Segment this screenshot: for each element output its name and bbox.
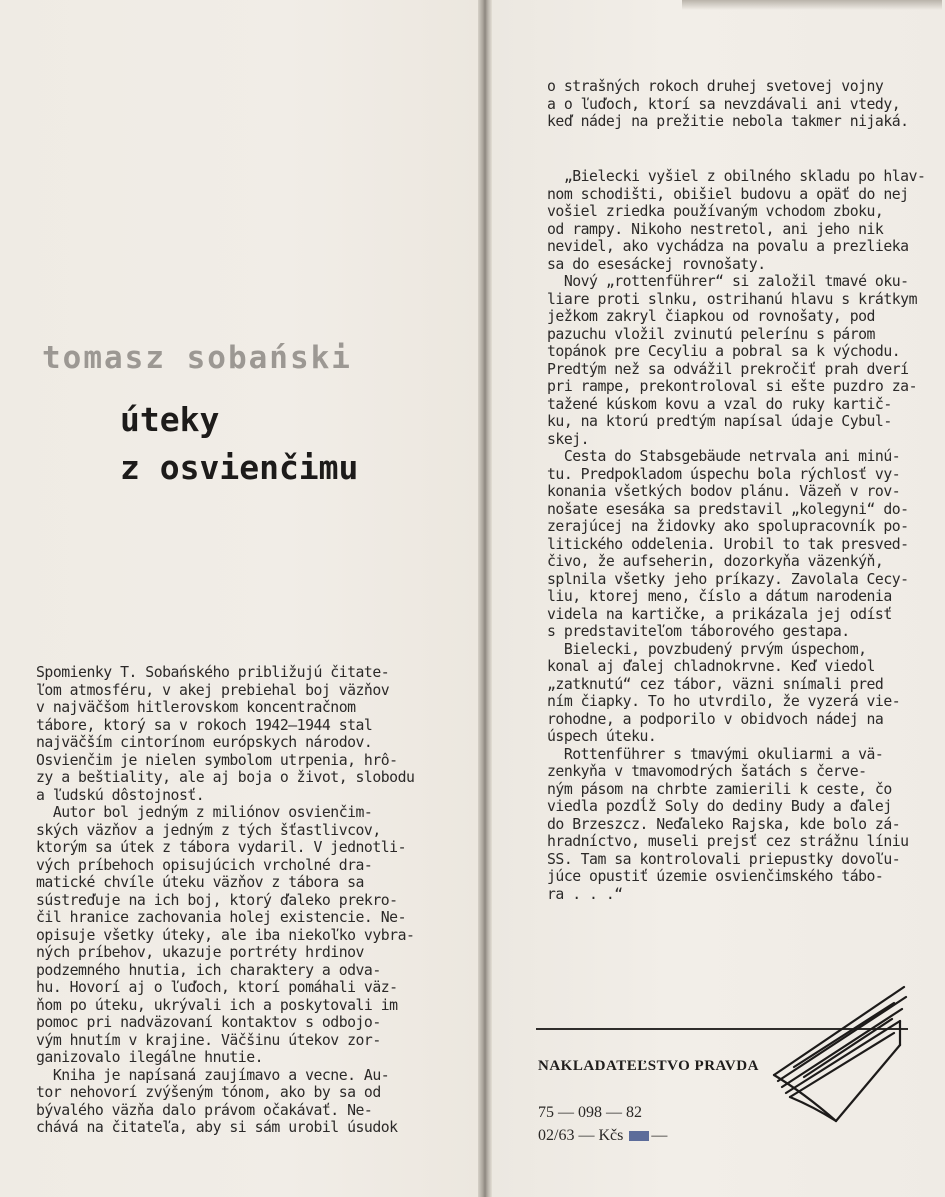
- book-excerpt: „Bielecki vyšiel z obilného skladu po hlav- nom schodišti, obišiel budovu a opäť do nej vošiel zriedka používaným vchodom zboku, od rampy. Nikoho nestretol, ani jeho nik nevidel, ako vychádza na povalu a prezlieka sa do esesáckej rovnošaty. Nový „rottenführer“ si založil tmavé oku- liare proti slnku, ostrihanú hlavu s krátkym ježkom zakryl čiapkou od rovnošaty, pod pazuchu vložil zvinutú pelerínu s párom topánok pre Cecyliu a pobral sa k východu. Predtým než sa odvážil prekročiť prah dverí pri rampe, prekontroloval si ešte puzdro za- tažené kúskom kovu a vzal do ruky kartič- ku, na ktorú predtým napísal údaje Cybul- skej. Cesta do Stabsgebäude netrvala ani minú- tu. Predpokladom úspechu bola rýchlosť vy- konania všetkých bodov plánu. Väzeň v rov- nošate esesáka sa predstavil „kolegyni“ do- zerajúcej na židovky ako spolupracovník po- litického oddelenia. Urobil to tak presved- čivo, že aufseherin, dozorkyňa väzenkýň, splnila všetky jeho príkazy. Zavolala Cecy- liu, ktorej meno, číslo a dátum narodenia videla na kartičke, a prikázala jej odísť s predstaviteľom táborového gestapa. Bielecki, povzbudený prvým úspechom, konal aj ďalej chladnokrvne. Keď viedol „zatknutú“ cez tábor, väzni snímali pred ním čiapky. To ho utvrdilo, že vyzerá vie- rohodne, a podporilo v obidvoch nádej na úspech úteku. Rottenführer s tmavými okuliarmi a vä- zenkyňa v tmavomodrých šatách s červe- ným pásom na chrbte zamierili k ceste, čo viedla pozdĺž Soly do dediny Budy a ďalej do Brzeszcz. Neďaleko Rajska, kde bolo zá- hradníctvo, museli prejsť cez strážnu líniu SS. Tam sa kontrolovali priepustky dovoľu- júce opustiť územie osvienčimského tábo- ra . . .“: [547, 168, 926, 903]
- torn-edge: [682, 0, 942, 10]
- blurb-continuation: o strašných rokoch druhej svetovej vojny a o ľuďoch, ktorí sa nevzdávali ani vtedy, keď nádej na prežitie nebola takmer nijaká.: [547, 78, 909, 130]
- author-name: tomasz sobański: [42, 340, 352, 376]
- publisher-name: NAKLADATEĽSTVO PRAVDA: [538, 1058, 759, 1074]
- price-line: [538, 1127, 667, 1145]
- price-sticker-icon: [629, 1131, 649, 1141]
- spine-fold: [478, 0, 492, 1197]
- flap-right-panel: [492, 0, 945, 1197]
- book-blurb: Spomienky T. Sobańského približujú čitate- ľom atmosféru, v akej prebiehal boj väzňov v najväčšom hitlerovskom koncentračnom tábore, ktorý sa v rokoch 1942—1944 stal najväčším cintorínom európskych národov. Osvienčim je nielen symbolom utrpenia, hrô- zy a beštiality, ale aj boja o život, slobodu a ľudskú dôstojnosť. Autor bol jedným z miliónov osvienčim- ských väzňov a jedným z tých šťastlivcov, ktorým sa útek z tábora vydaril. V jednotli- vých príbehoch opisujúcich vrcholné dra- matické chvíle úteku väzňov z tábora sa sústreďuje na ich boj, ktorý ďaleko prekro- čil hranice zachovania holej existencie. Ne- opisuje všetky úteky, ale iba niekoľko vybra- ných príbehov, ukazuje portréty hrdinov podzemného hnutia, ich charaktery a odva- hu. Hovorí aj o ľuďoch, ktorí pomáhali väz- ňom po úteku, ukrývali ich a poskytovali im pomoc pri nadväzovaní kontaktov s odbojo- vým hnutím v krajine. Väčšinu útekov zor- ganizovalo ilegálne hnutie. Kniha je napísaná zaujímavo a vecne. Au- tor nehovorí zvýšeným tónom, ako by sa od bývalého väzňa dalo právom očakávať. Ne- chává na čitateľa, aby si sám urobil úsudok: [36, 664, 415, 1136]
- price-prefix: 02/63 — Kčs: [538, 1127, 624, 1144]
- book-title-line-2: z osvienčimu: [120, 448, 359, 487]
- open-book-logo-icon: [764, 975, 924, 1125]
- price-suffix: —: [651, 1127, 668, 1144]
- catalog-code: 75 — 098 — 82: [538, 1104, 642, 1121]
- book-title-line-1: úteky: [120, 400, 220, 439]
